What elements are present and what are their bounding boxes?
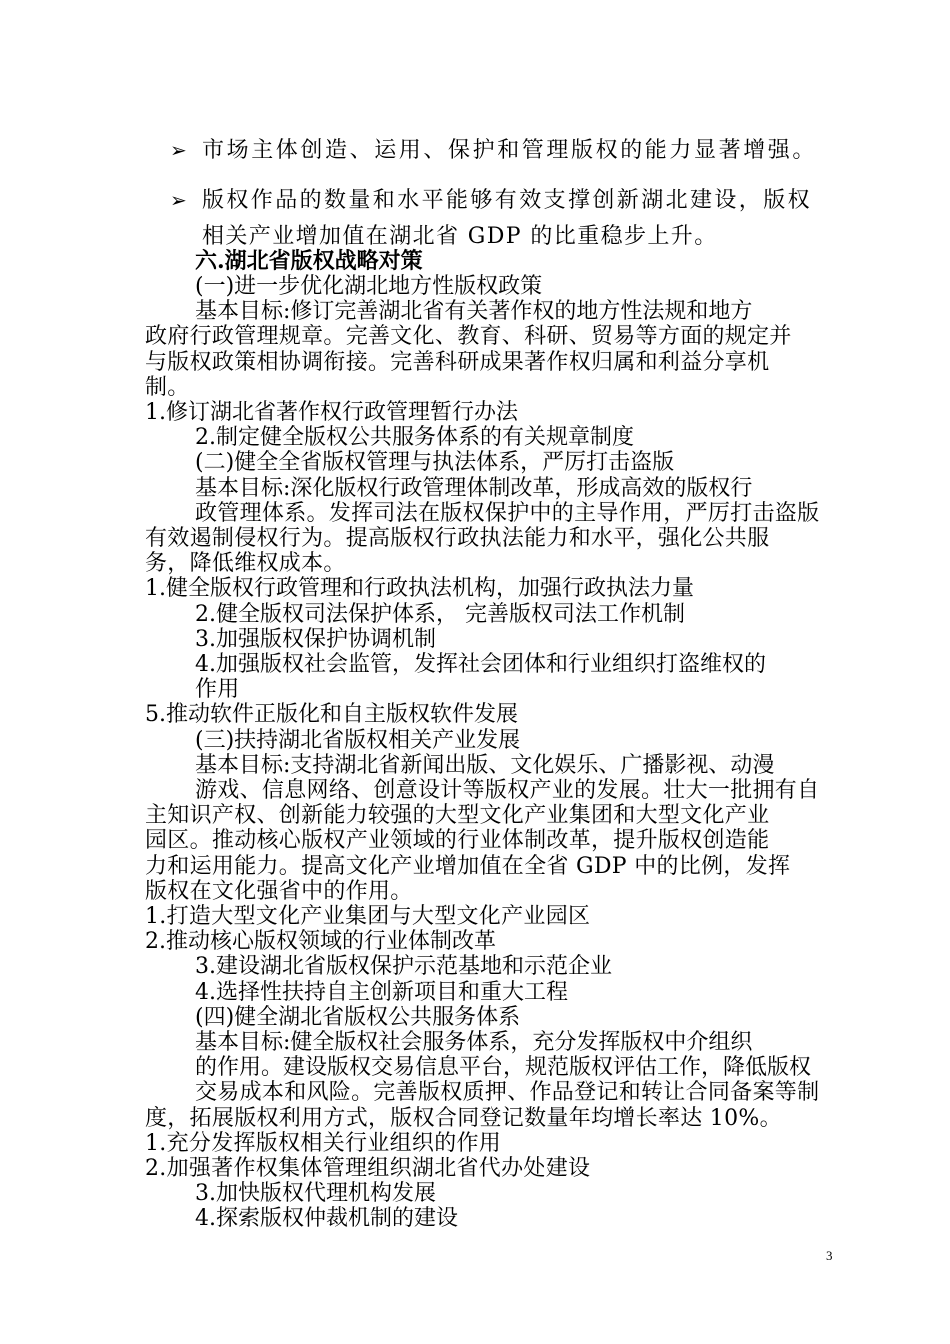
content-line: 交易成本和风险。完善版权质押、作品登记和转让合同备案等制 bbox=[195, 1080, 820, 1106]
content-line: 的作用。建设版权交易信息平台，规范版权评估工作，降低版权 bbox=[195, 1055, 812, 1081]
content-line: 基本目标:健全版权社会服务体系，充分发挥版权中介组织 bbox=[195, 1030, 753, 1055]
content-line: 版权在文化强省中的作用。 bbox=[145, 878, 413, 904]
content-line: 力和运用能力。提高文化产业增加值在全省 GDP 中的比例，发挥 bbox=[145, 853, 791, 879]
bullet-arrow-icon: ➢ bbox=[170, 188, 187, 212]
content-line: 3.建设湖北省版权保护示范基地和示范企业 bbox=[195, 954, 612, 980]
content-line: 制。 bbox=[145, 374, 190, 400]
bullet-line: 版权作品的数量和水平能够有效支撑创新湖北建设，版权 bbox=[202, 188, 813, 213]
content-line: 政管理体系。发挥司法在版权保护中的主导作用，严厉打击盗版 bbox=[195, 500, 820, 526]
content-line: 政府行政管理规章。完善文化、教育、科研、贸易等方面的规定并 bbox=[145, 324, 792, 350]
content-line: 基本目标:修订完善湖北省有关著作权的地方性法规和地方 bbox=[195, 299, 753, 325]
content-line: 1.修订湖北省著作权行政管理暂行办法 bbox=[145, 400, 518, 425]
content-line: 4.加强版权社会监管，发挥社会团体和行业组织打盗维权的 bbox=[195, 652, 766, 677]
content-line: 5.推动软件正版化和自主版权软件发展 bbox=[145, 702, 518, 728]
content-line: 园区。推动核心版权产业领域的行业体制改革，提升版权创造能 bbox=[145, 828, 770, 854]
content-line: (一)进一步优化湖北地方性版权政策 bbox=[195, 274, 543, 299]
content-line: 2.制定健全版权公共服务体系的有关规章制度 bbox=[195, 425, 634, 451]
bullet-line: 市场主体创造、运用、保护和管理版权的能力显著增强。 bbox=[202, 138, 818, 163]
bullet-line: 相关产业增加值在湖北省 GDP 的比重稳步上升。 bbox=[202, 224, 718, 249]
content-line: 主知识产权、创新能力较强的大型文化产业集团和大型文化产业 bbox=[145, 803, 770, 829]
content-line: 2.推动核心版权领域的行业体制改革 bbox=[145, 929, 496, 955]
content-line: 与版权政策相协调衔接。完善科研成果著作权归属和利益分享机 bbox=[145, 349, 770, 375]
content-line: 基本目标:深化版权行政管理体制改革，形成高效的版权行 bbox=[195, 475, 753, 501]
content-line: 游戏、信息网络、创意设计等版权产业的发展。壮大一批拥有自 bbox=[195, 778, 820, 803]
content-line: 1.充分发挥版权相关行业组织的作用 bbox=[145, 1130, 502, 1156]
content-line: 1.打造大型文化产业集团与大型文化产业园区 bbox=[145, 904, 591, 929]
content-line: 1.健全版权行政管理和行政执法机构，加强行政执法力量 bbox=[145, 576, 694, 602]
content-line: 2.加强著作权集体管理组织湖北省代办处建设 bbox=[145, 1156, 591, 1181]
content-line: 4.选择性扶持自主创新项目和重大工程 bbox=[195, 979, 568, 1005]
content-line: 有效遏制侵权行为。提高版权行政执法能力和水平，强化公共服 bbox=[145, 526, 770, 551]
section-title: 六.湖北省版权战略对策 bbox=[195, 248, 423, 274]
content-line: 2.健全版权司法保护体系， 完善版权司法工作机制 bbox=[195, 601, 685, 627]
content-line: 4.探索版权仲裁机制的建设 bbox=[195, 1206, 458, 1232]
content-line: (三)扶持湖北省版权相关产业发展 bbox=[195, 727, 521, 753]
content-line: (二)健全全省版权管理与执法体系，严厉打击盗版 bbox=[195, 450, 675, 476]
content-line: 3.加强版权保护协调机制 bbox=[195, 626, 436, 652]
content-line: 务，降低维权成本。 bbox=[145, 551, 346, 577]
content-line: 度，拓展版权利用方式，版权合同登记数量年均增长率达 10%。 bbox=[145, 1105, 782, 1131]
content-line: 基本目标:支持湖北省新闻出版、文化娱乐、广播影视、动漫 bbox=[195, 752, 775, 778]
content-line: 作用 bbox=[195, 677, 240, 703]
content-line: (四)健全湖北省版权公共服务体系 bbox=[195, 1004, 521, 1030]
page-number: 3 bbox=[826, 1248, 833, 1263]
bullet-arrow-icon: ➢ bbox=[170, 138, 187, 162]
content-line: 3.加快版权代理机构发展 bbox=[195, 1181, 436, 1207]
